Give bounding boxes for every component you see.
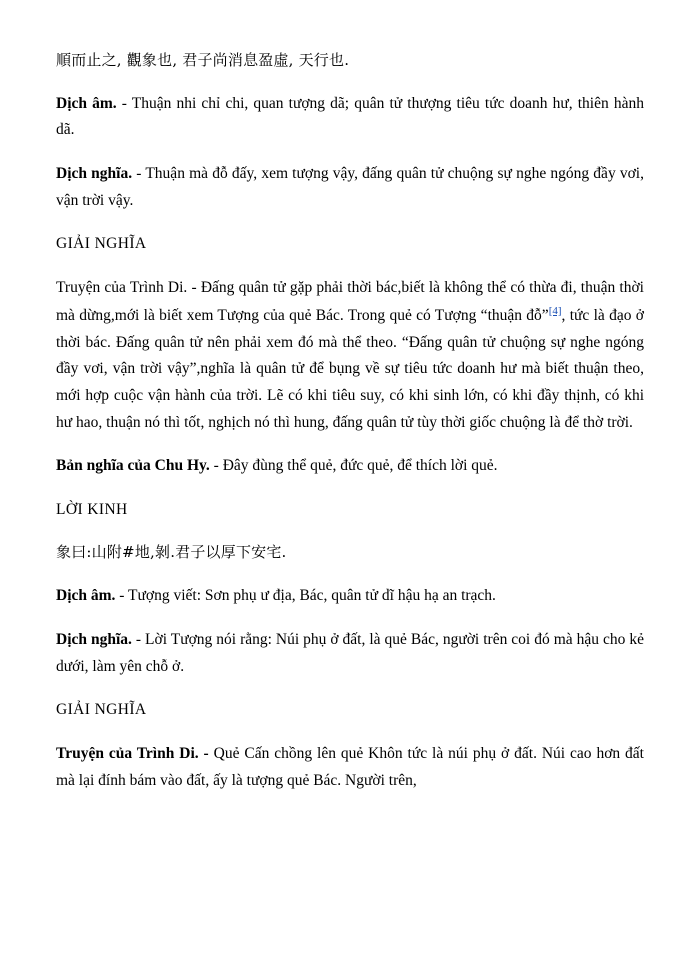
section-heading-giai-nghia-1 <box>56 231 644 258</box>
paragraph-chinese-source-2 <box>56 540 644 566</box>
paragraph-text: 順而止之, 觀象也, 君子尚消息盈虛, 天行也. <box>56 51 350 69</box>
paragraph-text: - Đây đùng thể quẻ, đức quẻ, để thích lời quẻ. <box>209 457 498 475</box>
paragraph-dich-am-1 <box>56 91 644 144</box>
footnote-reference-4[interactable]: [4] <box>548 304 562 317</box>
paragraph-label: Bản nghĩa của Chu Hy. <box>56 457 210 475</box>
paragraph-text: Quẻ Cấn chồng lên quẻ Khôn tức là núi phụ ở đất. Núi cao hơn đất mà lại đính bám vào đất, ấy là tượng quẻ Bác. Người trên, <box>56 744 644 789</box>
paragraph-label: Dịch nghĩa. <box>56 630 132 648</box>
paragraph-truyen-trinh-di-2 <box>56 741 644 794</box>
paragraph-label: Dịch nghĩa. <box>56 165 133 183</box>
paragraph-ban-nghia-chu-hy <box>56 453 644 480</box>
paragraph-label: Truyện của Trình Di. - <box>56 744 209 762</box>
paragraph-text-after-footnote: , tức là đạo ở thời bác. Đấng quân tử nên phải xem đó mà thể theo. “Đấng quân tử chuộng sự nghe ngóng đầy vơi, vận trời vậy”,nghĩa là quân tử để bụng về sự tiêu tức doanh hư mà biết thuận theo, mới hợp cuộc vận hành của trời. Lẽ có khi tiêu suy, có khi sinh lớn, có khi đầy thịnh, có khi hư hao, thuận nó thì tốt, nghịch nó thì hung, đấng quân tử tùy thời giốc chuộng là để thờ trời. <box>56 306 645 431</box>
paragraph-text: - Thuận mà đỗ đấy, xem tượng vậy, đấng quân tử chuộng sự nghe ngóng đầy vơi, vận trời vậy. <box>56 165 644 209</box>
heading-text: LỜI KINH <box>56 500 128 518</box>
paragraph-dich-nghia-2 <box>56 627 644 680</box>
heading-text: GIẢI NGHĨA <box>56 235 147 253</box>
paragraph-truyen-trinh-di-1 <box>56 275 644 436</box>
paragraph-label: Dịch âm. <box>56 587 116 605</box>
paragraph-dich-nghia-1 <box>56 161 644 214</box>
section-heading-loi-kinh <box>56 497 644 524</box>
heading-text: GIẢI NGHĨA <box>56 701 147 719</box>
paragraph-chinese-source-1 <box>56 48 644 74</box>
paragraph-label: Dịch âm. <box>56 94 117 112</box>
paragraph-text: - Thuận nhi chỉ chi, quan tượng dã; quân tử thượng tiêu tức doanh hư, thiên hành dã. <box>56 94 644 139</box>
paragraph-dich-am-2 <box>56 583 644 610</box>
paragraph-text: - Tượng viết: Sơn phụ ư địa, Bác, quân tử dĩ hậu hạ an trạch. <box>115 587 496 605</box>
section-heading-giai-nghia-2 <box>56 697 644 724</box>
paragraph-text: - Lời Tượng nói rằng: Núi phụ ở đất, là quẻ Bác, người trên coi đó mà hậu cho kẻ dưới, làm yên chỗ ở. <box>56 630 644 675</box>
paragraph-text: 象曰:山附#地,剝.君子以厚下安宅. <box>56 543 287 562</box>
paragraph-text-before-footnote: Truyện của Trình Di. - Đấng quân tử gặp phải thời bác,biết là không thể có thừa đi, thuận thời mà dừng,mới là biết xem Tượng của quẻ Bác. Trong quẻ có Tượng “thuận đỗ” <box>56 279 644 324</box>
